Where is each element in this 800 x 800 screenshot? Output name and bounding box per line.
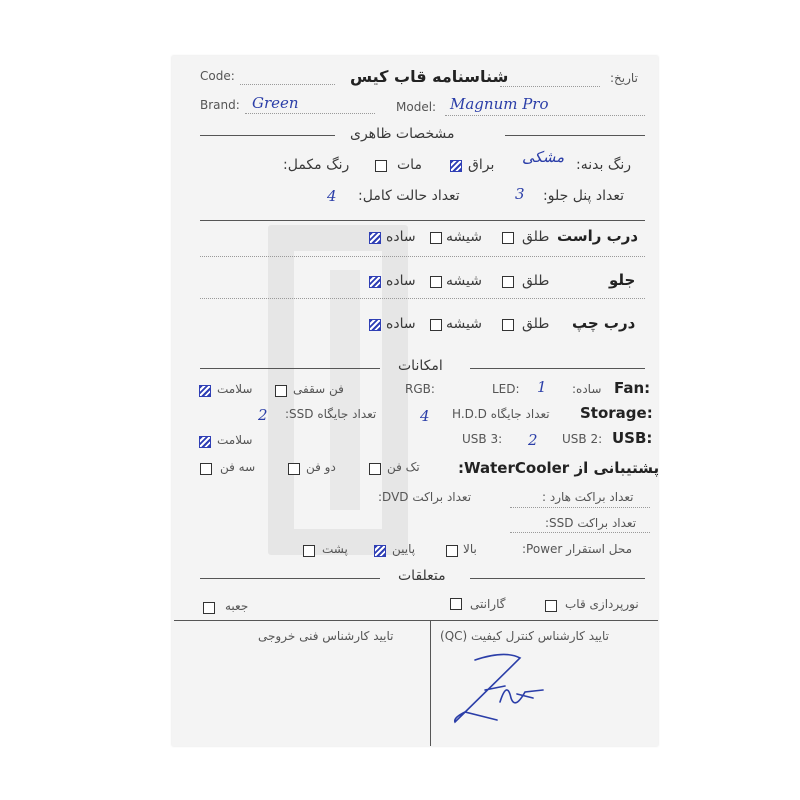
ssd-slots-label: تعداد جایگاه SSD: — [285, 407, 377, 421]
tech-approval-label: تایید کارشناس فنی خروجی — [258, 629, 394, 643]
fan-ceiling-label: فن سقفی — [293, 382, 344, 396]
case-lighting-label: نورپردازی قاب — [565, 597, 639, 611]
hdd-slots-label: تعداد جایگاه H.D.D — [452, 407, 550, 421]
fan-simple-value: 1 — [537, 378, 547, 396]
model-value: Magnum Pro — [450, 95, 549, 113]
power-bottom-checkbox[interactable] — [374, 545, 386, 557]
warranty-label: گارانتی — [470, 597, 506, 611]
panel-right-door-option-plexi: طلق — [522, 229, 550, 245]
fan-ok-checkbox[interactable] — [199, 385, 211, 397]
panel-left-door-plexi-checkbox[interactable] — [502, 319, 514, 331]
body-color-label: رنگ بدنه: — [576, 157, 632, 173]
warranty-checkbox[interactable] — [450, 598, 462, 610]
full-modes-count-value: 4 — [327, 187, 337, 205]
panel-front-option-plexi: طلق — [522, 273, 550, 289]
panel-left-door-option-plain: ساده — [386, 316, 416, 332]
power-bottom-label: پایین — [392, 542, 416, 556]
complementary-color-label: رنگ مکمل: — [283, 157, 350, 173]
front-panel-count-label: تعداد پنل جلو: — [543, 188, 624, 204]
finish-glossy-label: براق — [468, 157, 495, 173]
panel-front-glass-checkbox[interactable] — [430, 276, 442, 288]
appearance-section-title: مشخصات ظاهری — [350, 126, 455, 142]
storage-label: Storage: — [580, 404, 653, 422]
fan-ok-label: سلامت — [217, 382, 253, 396]
panel-front-option-plain: ساده — [386, 273, 416, 289]
features-section-title: امکانات — [398, 358, 443, 374]
usb2-label: USB 2: — [562, 432, 603, 446]
fan-simple-label: ساده: — [572, 382, 602, 396]
usb3-label: USB 3: — [462, 432, 503, 446]
qc-signature — [445, 650, 555, 730]
double-fan-label: دو فن — [306, 460, 336, 474]
watercooler-label: پشتیبانی از WaterCooler: — [458, 459, 660, 477]
power-back-label: پشت — [322, 542, 348, 556]
usb-label: USB: — [612, 429, 653, 447]
panel-right-door-plexi-checkbox[interactable] — [502, 232, 514, 244]
triple-fan-checkbox[interactable] — [200, 463, 212, 475]
double-fan-checkbox[interactable] — [288, 463, 300, 475]
panel-left-door-glass-checkbox[interactable] — [430, 319, 442, 331]
power-top-checkbox[interactable] — [446, 545, 458, 557]
usb-ok-label: سلامت — [217, 433, 253, 447]
triple-fan-label: سه فن — [220, 460, 256, 474]
fan-led-label: LED: — [492, 382, 520, 396]
model-label: Model: — [396, 100, 437, 114]
qc-approval-label: تایید کارشناس کنترل کیفیت (QC) — [440, 629, 609, 643]
usb2-value: 2 — [528, 431, 538, 449]
accessories-section-title: متعلقات — [398, 568, 446, 584]
power-location-label: محل استقرار Power: — [522, 542, 633, 556]
fan-ceiling-checkbox[interactable] — [275, 385, 287, 397]
power-back-checkbox[interactable] — [303, 545, 315, 557]
panel-left-door-option-plexi: طلق — [522, 316, 550, 332]
ssd-slots-value: 2 — [258, 406, 268, 424]
panel-front-plexi-checkbox[interactable] — [502, 276, 514, 288]
date-label: تاریخ: — [610, 71, 638, 85]
panel-left-door-plain-checkbox[interactable] — [369, 319, 381, 331]
code-label: Code: — [200, 69, 235, 83]
full-modes-count-label: تعداد حالت کامل: — [358, 188, 460, 204]
single-fan-label: تک فن — [387, 460, 420, 474]
box-checkbox[interactable] — [203, 602, 215, 614]
fan-label: Fan: — [614, 379, 651, 397]
panel-front-plain-checkbox[interactable] — [369, 276, 381, 288]
body-color-value: مشکی — [522, 148, 565, 166]
finish-matte-checkbox[interactable] — [375, 160, 387, 172]
power-top-label: بالا — [463, 542, 477, 556]
front-panel-count-value: 3 — [515, 185, 525, 203]
panel-right-door-option-glass: شیشه — [446, 229, 482, 245]
panel-right-door-label: درب راست — [557, 227, 639, 245]
usb-ok-checkbox[interactable] — [199, 436, 211, 448]
box-label: جعبه — [225, 599, 249, 613]
panel-left-door-option-glass: شیشه — [446, 316, 482, 332]
panel-right-door-option-plain: ساده — [386, 229, 416, 245]
page-title: شناسنامه قاب کیس — [350, 67, 509, 86]
brand-label: Brand: — [200, 98, 240, 112]
panel-right-door-glass-checkbox[interactable] — [430, 232, 442, 244]
case-lighting-checkbox[interactable] — [545, 600, 557, 612]
panel-right-door-plain-checkbox[interactable] — [369, 232, 381, 244]
brand-value: Green — [252, 94, 299, 112]
fan-rgb-label: RGB: — [405, 382, 435, 396]
single-fan-checkbox[interactable] — [369, 463, 381, 475]
ssd-bracket-label: تعداد براکت SSD: — [545, 516, 637, 530]
panel-front-label: جلو — [609, 271, 636, 289]
panel-left-door-label: درب چپ — [572, 314, 636, 332]
panel-front-option-glass: شیشه — [446, 273, 482, 289]
dvd-bracket-label: تعداد براکت DVD: — [378, 490, 472, 504]
hdd-slots-value: 4 — [420, 407, 430, 425]
finish-glossy-checkbox[interactable] — [450, 160, 462, 172]
hdd-bracket-label: تعداد براکت هارد : — [542, 490, 634, 504]
finish-matte-label: مات — [397, 157, 422, 173]
